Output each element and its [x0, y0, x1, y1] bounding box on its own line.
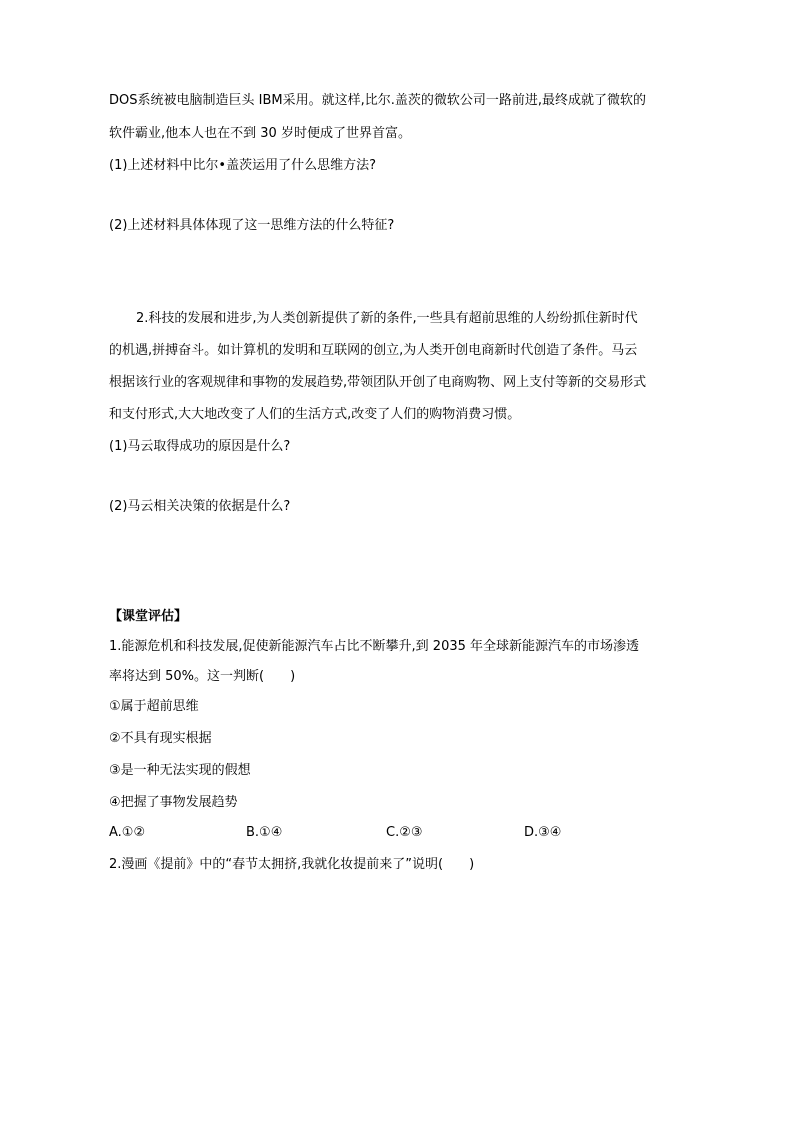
material2-line2: 的机遇,拼搏奋斗。如计算机的发明和互联网的创立,为人类开创电商新时代创造了条件。马云 — [109, 343, 638, 358]
material2-question2: (2)马云相关决策的依据是什么? — [109, 499, 291, 514]
evaluation-question2: 2.漫画《提前》中的“春节太拥挤,我就化妆提前来了”说明( ) — [109, 857, 475, 872]
material2-line4: 和支付形式,大大地改变了人们的生活方式,改变了人们的购物消费习惯。 — [109, 407, 521, 422]
option-b: B.①④ — [246, 825, 283, 840]
material1-question2: (2)上述材料具体体现了这一思维方法的什么特征? — [109, 218, 395, 233]
option-a: A.①② — [109, 825, 146, 840]
evaluation-heading: 【课堂评估】 — [109, 609, 188, 624]
statement-3: ③是一种无法实现的假想 — [109, 763, 251, 778]
option-c: C.②③ — [386, 825, 423, 840]
statement-1: ①属于超前思维 — [109, 699, 199, 714]
evaluation-q1-line1: 1.能源危机和科技发展,促使新能源汽车占比不断攀升,到 2035 年全球新能源汽车的市场渗透 — [109, 639, 640, 654]
option-d: D.③④ — [524, 825, 562, 840]
material2-line3: 根据该行业的客观规律和事物的发展趋势,带领团队开创了电商购物、网上支付等新的交易形式 — [109, 375, 647, 390]
material1-line1: DOS系统被电脑制造巨头 IBM采用。就这样,比尔.盖茨的微软公司一路前进,最终成就了微软的 — [109, 93, 646, 108]
statement-4: ④把握了事物发展趋势 — [109, 795, 238, 810]
material1-question1: (1)上述材料中比尔•盖茨运用了什么思维方法? — [109, 158, 376, 173]
statement-2: ②不具有现实根据 — [109, 731, 212, 746]
evaluation-q1-line2: 率将达到 50%。这一判断( ) — [109, 669, 296, 684]
material2-line1: 2.科技的发展和进步,为人类创新提供了新的条件,一些具有超前思维的人纷纷抓住新时代 — [136, 311, 638, 326]
material1-line2: 软件霸业,他本人也在不到 30 岁时便成了世界首富。 — [109, 126, 411, 141]
material2-question1: (1)马云取得成功的原因是什么? — [109, 439, 291, 454]
